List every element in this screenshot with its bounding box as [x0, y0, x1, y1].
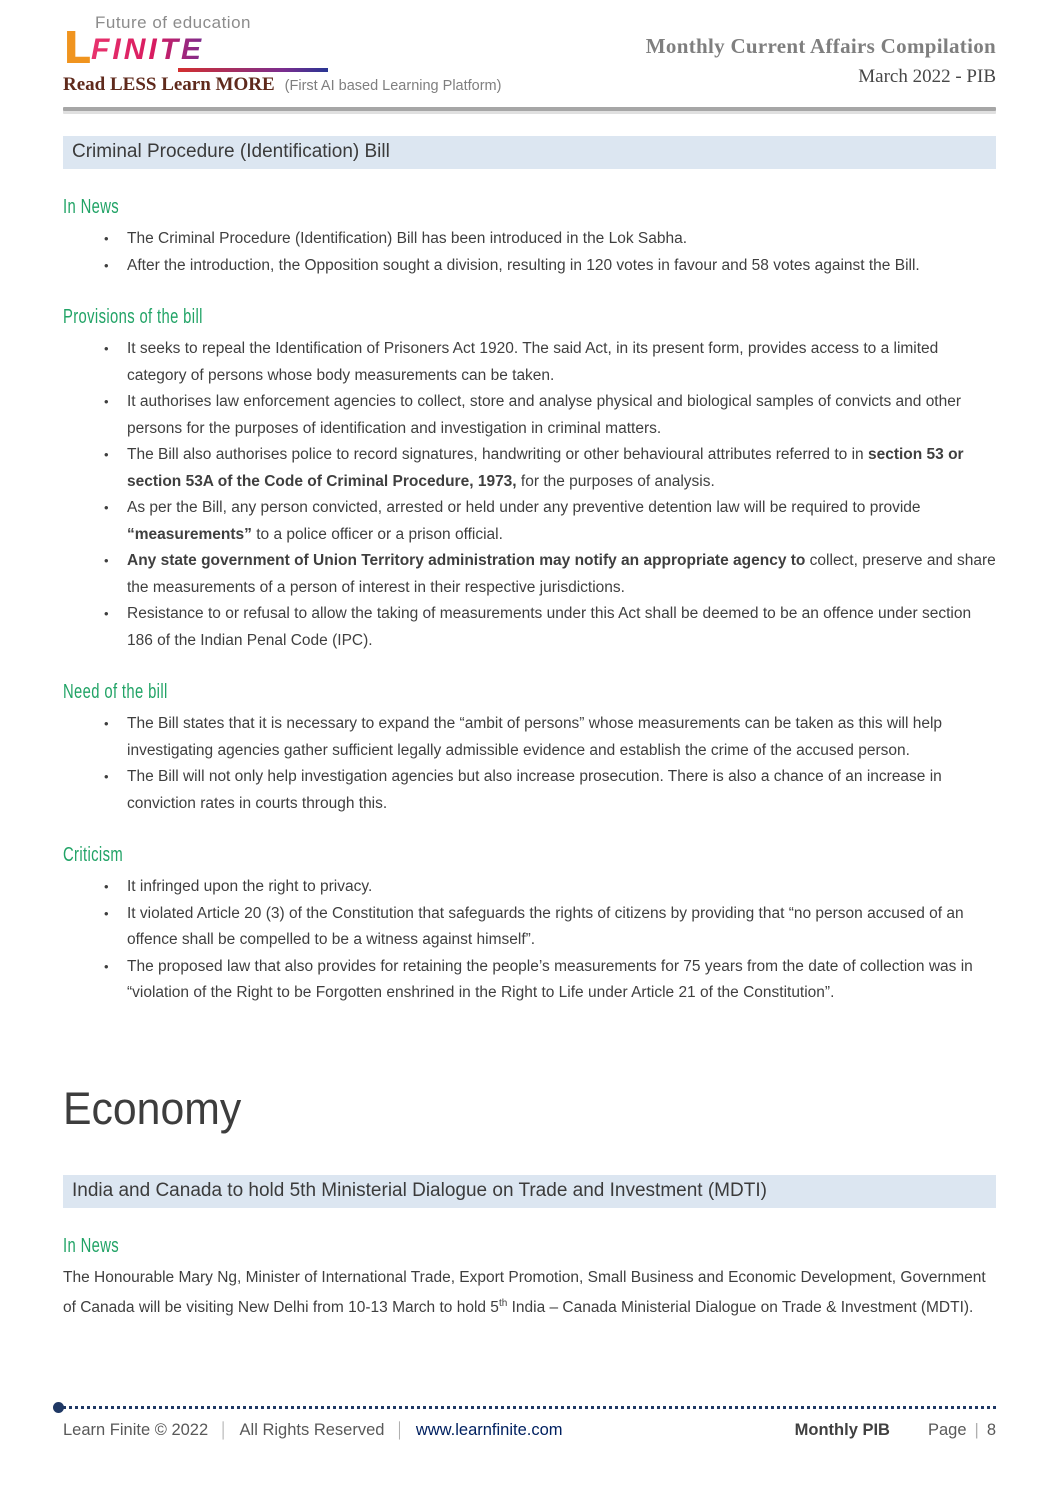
article-criminal-procedure-bill — [63, 136, 996, 1007]
logo-letters-finite: FINITE — [91, 33, 205, 67]
logo-gradient-underline — [178, 68, 328, 72]
document-title: Monthly Current Affairs Compilation — [645, 34, 996, 58]
bullet-item: • It seeks to repeal the Identification of Prisoners Act 1920. The said Act, in its present form, provides access to a limited category of persons whose body measurements can be taken. — [127, 336, 996, 389]
bullet-item: • The proposed law that also provides for retaining the people’s measurements for 75 years from the date of collection was in “violation of the Right to be Forgotten enshrined in the Right to Life under Article 21 of the Constitution”. — [127, 954, 996, 1007]
group-heading-in-news-2 — [63, 1235, 996, 1258]
group-heading-criticism — [63, 844, 996, 867]
article-india-canada-mdti — [63, 1175, 996, 1322]
logo-read-tagline: Read LESS Learn MORE — [63, 74, 275, 96]
bullet-item: • It violated Article 20 (3) of the Constitution that safeguards the rights of citizens by providing that “no person accused of an offence shall be compelled to be a witness against himself”. — [127, 901, 996, 954]
bullet-item: • The Bill also authorises police to record signatures, handwriting or other behavioural attributes referred to in section 53 or section 53A of the Code of Criminal Procedure, 1973, for the purposes of analysis. — [127, 442, 996, 495]
criticism-list — [63, 874, 996, 1007]
footer-separator: │ — [219, 1422, 229, 1439]
provisions-list — [63, 336, 996, 654]
header-divider-rule — [63, 107, 996, 111]
copyright-text: Learn Finite © 2022 — [63, 1421, 209, 1439]
group-heading-text: Criticism — [63, 844, 124, 867]
group-heading-text: In News — [63, 1234, 120, 1257]
need-list — [63, 711, 996, 817]
footer-doc-label: Monthly PIB — [794, 1421, 890, 1439]
footer-dotted-divider — [63, 1406, 996, 1409]
bullet-item: • It authorises law enforcement agencies to collect, store and analyse physical and biological samples of convicts and other persons for the purposes of identification and investigation in criminal matters. — [127, 389, 996, 442]
group-heading-in-news — [63, 196, 996, 219]
group-heading-provisions — [63, 306, 996, 329]
logo-bottom-row — [63, 75, 501, 95]
learnfinite-logo — [63, 14, 501, 95]
category-heading-text: Economy — [63, 1082, 242, 1134]
bullet-item: • The Bill will not only help investigation agencies but also increase prosecution. There is also a chance of an increase in conviction rates in courts through this. — [127, 764, 996, 817]
bullet-item: • Resistance to or refusal to allow the taking of measurements under this Act shall be deemed to be an offence under section 186 of the Indian Penal Code (IPC). — [127, 601, 996, 654]
in-news-list — [63, 226, 996, 279]
bullet-item: • After the introduction, the Opposition sought a division, resulting in 120 votes in favour and 58 votes against the Bill. — [127, 253, 996, 280]
website-link[interactable]: www.learnfinite.com — [415, 1421, 563, 1439]
page-footer — [63, 1406, 996, 1440]
page-number — [928, 1421, 996, 1440]
group-heading-text: Provisions of the bill — [63, 306, 203, 329]
document-header-titles — [646, 14, 996, 88]
footer-row — [63, 1421, 996, 1440]
footer-page-block — [795, 1421, 996, 1440]
page-num: 8 — [986, 1421, 996, 1439]
footer-copyright-block — [63, 1421, 563, 1440]
group-heading-text: Need of the bill — [63, 681, 168, 704]
section-title-bar: India and Canada to hold 5th Ministerial Dialogue on Trade and Investment (MDTI) — [63, 1175, 996, 1208]
document-subtitle: March 2022 - PIB — [858, 66, 996, 87]
bullet-item: • As per the Bill, any person convicted, arrested or held under any preventive detention law will be required to provide “measurements” to a police officer or a prison official. — [127, 495, 996, 548]
page-separator: | — [974, 1421, 979, 1439]
logo-tagline-top: Future of education — [95, 13, 251, 32]
page-label: Page — [927, 1421, 967, 1439]
bullet-item: • The Bill states that it is necessary to expand the “ambit of persons” whose measurements can be taken as this will help investigating agencies gather sufficient legally admissible evidence and establish the crime of the accused person. — [127, 711, 996, 764]
intro-paragraph: The Honourable Mary Ng, Minister of International Trade, Export Promotion, Small Business and Economic Development, Government of Canada will be visiting New Delhi from 10-13 March to hold 5th India – Canada Ministerial Dialogue on Trade & Investment (MDTI). — [63, 1268, 986, 1317]
group-heading-text: In News — [63, 196, 120, 219]
logo-platform-note: (First AI based Learning Platform) — [284, 78, 502, 95]
rights-text: All Rights Reserved — [239, 1421, 385, 1439]
logo-letter-l: L — [63, 22, 92, 74]
bullet-item: • The Criminal Procedure (Identification) Bill has been introduced in the Lok Sabha. — [127, 226, 996, 253]
page-header — [63, 14, 996, 95]
group-heading-need — [63, 681, 996, 704]
category-heading-economy — [63, 1083, 996, 1135]
bullet-item: • It infringed upon the right to privacy. — [127, 874, 996, 901]
footer-separator: │ — [395, 1422, 405, 1439]
bullet-item: • Any state government of Union Territory administration may notify an appropriate agency to collect, preserve and share the measurements of a person of interest in their respective jurisdictions. — [127, 548, 996, 601]
section-title-bar: Criminal Procedure (Identification) Bill — [63, 136, 996, 169]
